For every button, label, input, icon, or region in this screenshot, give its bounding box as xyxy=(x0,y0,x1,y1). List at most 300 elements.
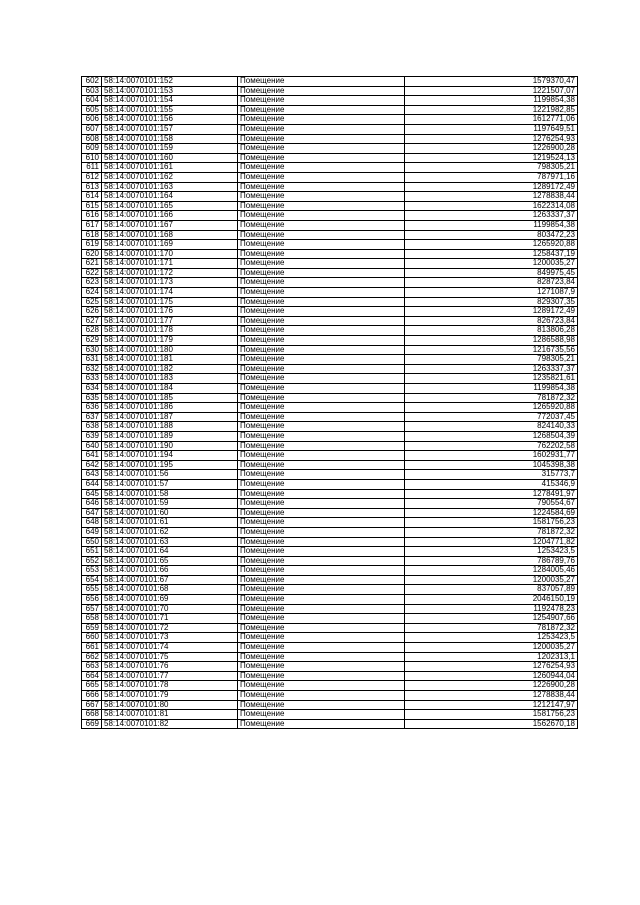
cadastral-value-cell: 1265920,88 xyxy=(405,403,578,413)
row-number-cell: 625 xyxy=(82,297,102,307)
table-row xyxy=(82,172,578,182)
row-number-cell: 607 xyxy=(82,124,102,134)
cadastral-value-cell: 1289172,49 xyxy=(405,307,578,317)
table-row xyxy=(82,422,578,432)
cadastral-number-cell: 58:14:0070101:70 xyxy=(102,604,238,614)
row-number-cell: 627 xyxy=(82,316,102,326)
object-type-cell: Помещение xyxy=(238,278,405,288)
object-type-cell: Помещение xyxy=(238,364,405,374)
cadastral-value-cell: 1278838,44 xyxy=(405,691,578,701)
object-type-cell: Помещение xyxy=(238,595,405,605)
row-number-cell: 608 xyxy=(82,134,102,144)
cadastral-number-cell: 58:14:0070101:171 xyxy=(102,259,238,269)
table-row xyxy=(82,355,578,365)
object-type-cell: Помещение xyxy=(238,489,405,499)
cadastral-value-cell: 798305,21 xyxy=(405,355,578,365)
cadastral-value-cell: 772037,45 xyxy=(405,412,578,422)
cadastral-number-cell: 58:14:0070101:68 xyxy=(102,585,238,595)
object-type-cell: Помещение xyxy=(238,374,405,384)
cadastral-number-cell: 58:14:0070101:57 xyxy=(102,479,238,489)
table-row xyxy=(82,460,578,470)
table-row xyxy=(82,431,578,441)
table-row xyxy=(82,508,578,518)
row-number-cell: 669 xyxy=(82,719,102,729)
object-type-cell: Помещение xyxy=(238,623,405,633)
cadastral-number-cell: 58:14:0070101:180 xyxy=(102,345,238,355)
table-row xyxy=(82,566,578,576)
cadastral-value-cell: 1200035,27 xyxy=(405,259,578,269)
cadastral-number-cell: 58:14:0070101:167 xyxy=(102,220,238,230)
cadastral-value-cell: 1200035,27 xyxy=(405,575,578,585)
cadastral-value-cell: 1602931,77 xyxy=(405,451,578,461)
cadastral-value-cell: 790554,67 xyxy=(405,499,578,509)
row-number-cell: 633 xyxy=(82,374,102,384)
cadastral-number-cell: 58:14:0070101:179 xyxy=(102,336,238,346)
cadastral-number-cell: 58:14:0070101:169 xyxy=(102,240,238,250)
cadastral-value-cell: 837057,89 xyxy=(405,585,578,595)
row-number-cell: 658 xyxy=(82,614,102,624)
row-number-cell: 634 xyxy=(82,384,102,394)
cadastral-number-cell: 58:14:0070101:65 xyxy=(102,556,238,566)
cadastral-value-cell: 1276254,93 xyxy=(405,662,578,672)
cadastral-value-cell: 1254907,66 xyxy=(405,614,578,624)
cadastral-number-cell: 58:14:0070101:187 xyxy=(102,412,238,422)
cadastral-value-cell: 1286588,98 xyxy=(405,336,578,346)
cadastral-number-cell: 58:14:0070101:81 xyxy=(102,710,238,720)
object-type-cell: Помещение xyxy=(238,527,405,537)
object-type-cell: Помещение xyxy=(238,230,405,240)
row-number-cell: 644 xyxy=(82,479,102,489)
cadastral-number-cell: 58:14:0070101:184 xyxy=(102,384,238,394)
cadastral-number-cell: 58:14:0070101:174 xyxy=(102,288,238,298)
table-row xyxy=(82,719,578,729)
row-number-cell: 612 xyxy=(82,172,102,182)
cadastral-value-cell: 1216735,56 xyxy=(405,345,578,355)
table-row xyxy=(82,211,578,221)
object-type-cell: Помещение xyxy=(238,518,405,528)
object-type-cell: Помещение xyxy=(238,105,405,115)
row-number-cell: 631 xyxy=(82,355,102,365)
table-row xyxy=(82,643,578,653)
object-type-cell: Помещение xyxy=(238,671,405,681)
cadastral-number-cell: 58:14:0070101:76 xyxy=(102,662,238,672)
object-type-cell: Помещение xyxy=(238,556,405,566)
table-row xyxy=(82,479,578,489)
row-number-cell: 618 xyxy=(82,230,102,240)
row-number-cell: 646 xyxy=(82,499,102,509)
row-number-cell: 659 xyxy=(82,623,102,633)
object-type-cell: Помещение xyxy=(238,153,405,163)
table-row xyxy=(82,96,578,106)
cadastral-number-cell: 58:14:0070101:185 xyxy=(102,393,238,403)
cadastral-number-cell: 58:14:0070101:181 xyxy=(102,355,238,365)
table-row xyxy=(82,163,578,173)
cadastral-number-cell: 58:14:0070101:166 xyxy=(102,211,238,221)
table-row xyxy=(82,556,578,566)
table-row xyxy=(82,633,578,643)
row-number-cell: 619 xyxy=(82,240,102,250)
cadastral-value-cell: 803472,23 xyxy=(405,230,578,240)
cadastral-value-cell: 2046150,19 xyxy=(405,595,578,605)
object-type-cell: Помещение xyxy=(238,451,405,461)
cadastral-number-cell: 58:14:0070101:155 xyxy=(102,105,238,115)
cadastral-number-cell: 58:14:0070101:160 xyxy=(102,153,238,163)
cadastral-value-cell: 315773,7 xyxy=(405,470,578,480)
object-type-cell: Помещение xyxy=(238,163,405,173)
table-row xyxy=(82,230,578,240)
object-type-cell: Помещение xyxy=(238,316,405,326)
table-row xyxy=(82,278,578,288)
table-row xyxy=(82,124,578,134)
cadastral-number-cell: 58:14:0070101:168 xyxy=(102,230,238,240)
cadastral-value-cell: 1221507,07 xyxy=(405,86,578,96)
cadastral-number-cell: 58:14:0070101:161 xyxy=(102,163,238,173)
table-row xyxy=(82,316,578,326)
cadastral-value-cell: 1192478,23 xyxy=(405,604,578,614)
object-type-cell: Помещение xyxy=(238,431,405,441)
object-type-cell: Помещение xyxy=(238,211,405,221)
cadastral-value-cell: 1221982,85 xyxy=(405,105,578,115)
cadastral-number-cell: 58:14:0070101:173 xyxy=(102,278,238,288)
object-type-cell: Помещение xyxy=(238,470,405,480)
cadastral-number-cell: 58:14:0070101:190 xyxy=(102,441,238,451)
row-number-cell: 666 xyxy=(82,691,102,701)
object-type-cell: Помещение xyxy=(238,499,405,509)
object-type-cell: Помещение xyxy=(238,662,405,672)
row-number-cell: 626 xyxy=(82,307,102,317)
row-number-cell: 664 xyxy=(82,671,102,681)
cadastral-number-cell: 58:14:0070101:82 xyxy=(102,719,238,729)
cadastral-number-cell: 58:14:0070101:186 xyxy=(102,403,238,413)
cadastral-value-cell: 781872,32 xyxy=(405,393,578,403)
cadastral-value-cell: 1289172,49 xyxy=(405,182,578,192)
table-row xyxy=(82,77,578,87)
table-row xyxy=(82,220,578,230)
table-row xyxy=(82,259,578,269)
cadastral-number-cell: 58:14:0070101:182 xyxy=(102,364,238,374)
table-row xyxy=(82,489,578,499)
cadastral-value-cell: 1199854,38 xyxy=(405,384,578,394)
cadastral-number-cell: 58:14:0070101:60 xyxy=(102,508,238,518)
row-number-cell: 642 xyxy=(82,460,102,470)
table-row xyxy=(82,240,578,250)
object-type-cell: Помещение xyxy=(238,460,405,470)
object-type-cell: Помещение xyxy=(238,192,405,202)
cadastral-value-cell: 1202313,1 xyxy=(405,652,578,662)
row-number-cell: 622 xyxy=(82,268,102,278)
table-row xyxy=(82,345,578,355)
row-number-cell: 640 xyxy=(82,441,102,451)
object-type-cell: Помещение xyxy=(238,422,405,432)
object-type-cell: Помещение xyxy=(238,403,405,413)
object-type-cell: Помещение xyxy=(238,355,405,365)
table-row xyxy=(82,249,578,259)
cadastral-number-cell: 58:14:0070101:189 xyxy=(102,431,238,441)
cadastral-value-cell: 1260944,04 xyxy=(405,671,578,681)
object-type-cell: Помещение xyxy=(238,508,405,518)
object-type-cell: Помещение xyxy=(238,172,405,182)
cadastral-value-cell: 1268504,39 xyxy=(405,431,578,441)
cadastral-number-cell: 58:14:0070101:72 xyxy=(102,623,238,633)
cadastral-value-cell: 1197649,51 xyxy=(405,124,578,134)
table-row xyxy=(82,614,578,624)
table-row xyxy=(82,537,578,547)
object-type-cell: Помещение xyxy=(238,633,405,643)
object-type-cell: Помещение xyxy=(238,700,405,710)
property-table xyxy=(81,76,578,729)
object-type-cell: Помещение xyxy=(238,268,405,278)
cadastral-value-cell: 1045398,38 xyxy=(405,460,578,470)
row-number-cell: 662 xyxy=(82,652,102,662)
table-row xyxy=(82,153,578,163)
object-type-cell: Помещение xyxy=(238,691,405,701)
object-type-cell: Помещение xyxy=(238,124,405,134)
row-number-cell: 636 xyxy=(82,403,102,413)
row-number-cell: 611 xyxy=(82,163,102,173)
cadastral-number-cell: 58:14:0070101:158 xyxy=(102,134,238,144)
cadastral-number-cell: 58:14:0070101:172 xyxy=(102,268,238,278)
cadastral-number-cell: 58:14:0070101:58 xyxy=(102,489,238,499)
cadastral-number-cell: 58:14:0070101:67 xyxy=(102,575,238,585)
table-row xyxy=(82,268,578,278)
table-row xyxy=(82,144,578,154)
table-row xyxy=(82,451,578,461)
row-number-cell: 632 xyxy=(82,364,102,374)
object-type-cell: Помещение xyxy=(238,585,405,595)
table-row xyxy=(82,710,578,720)
cadastral-value-cell: 1212147,97 xyxy=(405,700,578,710)
cadastral-number-cell: 58:14:0070101:156 xyxy=(102,115,238,125)
row-number-cell: 606 xyxy=(82,115,102,125)
row-number-cell: 665 xyxy=(82,681,102,691)
cadastral-value-cell: 826723,84 xyxy=(405,316,578,326)
cadastral-number-cell: 58:14:0070101:74 xyxy=(102,643,238,653)
cadastral-value-cell: 1219524,13 xyxy=(405,153,578,163)
table-row xyxy=(82,671,578,681)
table-row xyxy=(82,700,578,710)
cadastral-number-cell: 58:14:0070101:61 xyxy=(102,518,238,528)
row-number-cell: 651 xyxy=(82,547,102,557)
cadastral-value-cell: 798305,21 xyxy=(405,163,578,173)
cadastral-number-cell: 58:14:0070101:183 xyxy=(102,374,238,384)
table-row xyxy=(82,595,578,605)
row-number-cell: 613 xyxy=(82,182,102,192)
table-row xyxy=(82,105,578,115)
object-type-cell: Помещение xyxy=(238,345,405,355)
row-number-cell: 647 xyxy=(82,508,102,518)
row-number-cell: 649 xyxy=(82,527,102,537)
table-row xyxy=(82,374,578,384)
cadastral-value-cell: 824140,33 xyxy=(405,422,578,432)
row-number-cell: 639 xyxy=(82,431,102,441)
object-type-cell: Помещение xyxy=(238,307,405,317)
table-row xyxy=(82,336,578,346)
object-type-cell: Помещение xyxy=(238,441,405,451)
cadastral-value-cell: 1612771,06 xyxy=(405,115,578,125)
object-type-cell: Помещение xyxy=(238,96,405,106)
row-number-cell: 604 xyxy=(82,96,102,106)
object-type-cell: Помещение xyxy=(238,604,405,614)
row-number-cell: 630 xyxy=(82,345,102,355)
cadastral-number-cell: 58:14:0070101:152 xyxy=(102,77,238,87)
row-number-cell: 653 xyxy=(82,566,102,576)
cadastral-value-cell: 762202,58 xyxy=(405,441,578,451)
table-row xyxy=(82,134,578,144)
cadastral-value-cell: 1278491,97 xyxy=(405,489,578,499)
cadastral-number-cell: 58:14:0070101:59 xyxy=(102,499,238,509)
cadastral-value-cell: 1562670,18 xyxy=(405,719,578,729)
object-type-cell: Помещение xyxy=(238,336,405,346)
cadastral-value-cell: 1235821,61 xyxy=(405,374,578,384)
cadastral-value-cell: 1271087,9 xyxy=(405,288,578,298)
cadastral-value-cell: 1263337,37 xyxy=(405,364,578,374)
cadastral-value-cell: 1226900,28 xyxy=(405,681,578,691)
cadastral-number-cell: 58:14:0070101:63 xyxy=(102,537,238,547)
cadastral-value-cell: 1199854,38 xyxy=(405,220,578,230)
row-number-cell: 617 xyxy=(82,220,102,230)
cadastral-value-cell: 828723,84 xyxy=(405,278,578,288)
cadastral-value-cell: 1265920,88 xyxy=(405,240,578,250)
row-number-cell: 628 xyxy=(82,326,102,336)
row-number-cell: 668 xyxy=(82,710,102,720)
table-row xyxy=(82,86,578,96)
object-type-cell: Помещение xyxy=(238,240,405,250)
row-number-cell: 643 xyxy=(82,470,102,480)
cadastral-value-cell: 829307,35 xyxy=(405,297,578,307)
row-number-cell: 654 xyxy=(82,575,102,585)
cadastral-number-cell: 58:14:0070101:162 xyxy=(102,172,238,182)
object-type-cell: Помещение xyxy=(238,201,405,211)
cadastral-number-cell: 58:14:0070101:188 xyxy=(102,422,238,432)
object-type-cell: Помещение xyxy=(238,182,405,192)
object-type-cell: Помещение xyxy=(238,719,405,729)
object-type-cell: Помещение xyxy=(238,547,405,557)
row-number-cell: 667 xyxy=(82,700,102,710)
table-row xyxy=(82,297,578,307)
row-number-cell: 616 xyxy=(82,211,102,221)
cadastral-number-cell: 58:14:0070101:178 xyxy=(102,326,238,336)
object-type-cell: Помещение xyxy=(238,479,405,489)
row-number-cell: 635 xyxy=(82,393,102,403)
row-number-cell: 624 xyxy=(82,288,102,298)
cadastral-number-cell: 58:14:0070101:176 xyxy=(102,307,238,317)
cadastral-value-cell: 1579370,47 xyxy=(405,77,578,87)
cadastral-number-cell: 58:14:0070101:154 xyxy=(102,96,238,106)
table-row xyxy=(82,585,578,595)
object-type-cell: Помещение xyxy=(238,412,405,422)
cadastral-number-cell: 58:14:0070101:163 xyxy=(102,182,238,192)
row-number-cell: 610 xyxy=(82,153,102,163)
table-row xyxy=(82,393,578,403)
table-row xyxy=(82,518,578,528)
cadastral-number-cell: 58:14:0070101:62 xyxy=(102,527,238,537)
cadastral-value-cell: 1581756,23 xyxy=(405,518,578,528)
cadastral-value-cell: 781872,32 xyxy=(405,623,578,633)
cadastral-value-cell: 781872,32 xyxy=(405,527,578,537)
table-row xyxy=(82,307,578,317)
object-type-cell: Помещение xyxy=(238,652,405,662)
row-number-cell: 650 xyxy=(82,537,102,547)
object-type-cell: Помещение xyxy=(238,115,405,125)
cadastral-number-cell: 58:14:0070101:64 xyxy=(102,547,238,557)
cadastral-value-cell: 415346,9 xyxy=(405,479,578,489)
row-number-cell: 621 xyxy=(82,259,102,269)
row-number-cell: 638 xyxy=(82,422,102,432)
row-number-cell: 614 xyxy=(82,192,102,202)
cadastral-value-cell: 1258437,19 xyxy=(405,249,578,259)
cadastral-value-cell: 1263337,37 xyxy=(405,211,578,221)
row-number-cell: 609 xyxy=(82,144,102,154)
object-type-cell: Помещение xyxy=(238,681,405,691)
cadastral-value-cell: 1200035,27 xyxy=(405,643,578,653)
object-type-cell: Помещение xyxy=(238,566,405,576)
cadastral-value-cell: 786789,76 xyxy=(405,556,578,566)
object-type-cell: Помещение xyxy=(238,393,405,403)
row-number-cell: 655 xyxy=(82,585,102,595)
cadastral-value-cell: 1276254,93 xyxy=(405,134,578,144)
table-row xyxy=(82,412,578,422)
object-type-cell: Помещение xyxy=(238,575,405,585)
cadastral-number-cell: 58:14:0070101:194 xyxy=(102,451,238,461)
row-number-cell: 657 xyxy=(82,604,102,614)
object-type-cell: Помещение xyxy=(238,326,405,336)
table-row xyxy=(82,623,578,633)
object-type-cell: Помещение xyxy=(238,288,405,298)
table-row xyxy=(82,604,578,614)
cadastral-value-cell: 1224584,69 xyxy=(405,508,578,518)
table-row xyxy=(82,182,578,192)
object-type-cell: Помещение xyxy=(238,614,405,624)
cadastral-number-cell: 58:14:0070101:75 xyxy=(102,652,238,662)
cadastral-number-cell: 58:14:0070101:195 xyxy=(102,460,238,470)
cadastral-value-cell: 1204771,82 xyxy=(405,537,578,547)
object-type-cell: Помещение xyxy=(238,384,405,394)
cadastral-number-cell: 58:14:0070101:79 xyxy=(102,691,238,701)
object-type-cell: Помещение xyxy=(238,249,405,259)
table-row xyxy=(82,662,578,672)
row-number-cell: 652 xyxy=(82,556,102,566)
object-type-cell: Помещение xyxy=(238,144,405,154)
cadastral-value-cell: 813806,28 xyxy=(405,326,578,336)
cadastral-value-cell: 1199854,38 xyxy=(405,96,578,106)
cadastral-number-cell: 58:14:0070101:159 xyxy=(102,144,238,154)
cadastral-number-cell: 58:14:0070101:78 xyxy=(102,681,238,691)
table-body xyxy=(82,77,578,729)
cadastral-number-cell: 58:14:0070101:177 xyxy=(102,316,238,326)
cadastral-number-cell: 58:14:0070101:164 xyxy=(102,192,238,202)
cadastral-number-cell: 58:14:0070101:170 xyxy=(102,249,238,259)
row-number-cell: 660 xyxy=(82,633,102,643)
row-number-cell: 620 xyxy=(82,249,102,259)
table-row xyxy=(82,575,578,585)
object-type-cell: Помещение xyxy=(238,220,405,230)
row-number-cell: 645 xyxy=(82,489,102,499)
cadastral-value-cell: 1253423,5 xyxy=(405,633,578,643)
cadastral-value-cell: 1253423,5 xyxy=(405,547,578,557)
cadastral-number-cell: 58:14:0070101:77 xyxy=(102,671,238,681)
row-number-cell: 641 xyxy=(82,451,102,461)
cadastral-number-cell: 58:14:0070101:56 xyxy=(102,470,238,480)
cadastral-number-cell: 58:14:0070101:175 xyxy=(102,297,238,307)
cadastral-value-cell: 1284005,46 xyxy=(405,566,578,576)
cadastral-number-cell: 58:14:0070101:80 xyxy=(102,700,238,710)
cadastral-number-cell: 58:14:0070101:71 xyxy=(102,614,238,624)
table-row xyxy=(82,192,578,202)
table-row xyxy=(82,201,578,211)
row-number-cell: 615 xyxy=(82,201,102,211)
table-row xyxy=(82,691,578,701)
cadastral-value-cell: 1226900,28 xyxy=(405,144,578,154)
